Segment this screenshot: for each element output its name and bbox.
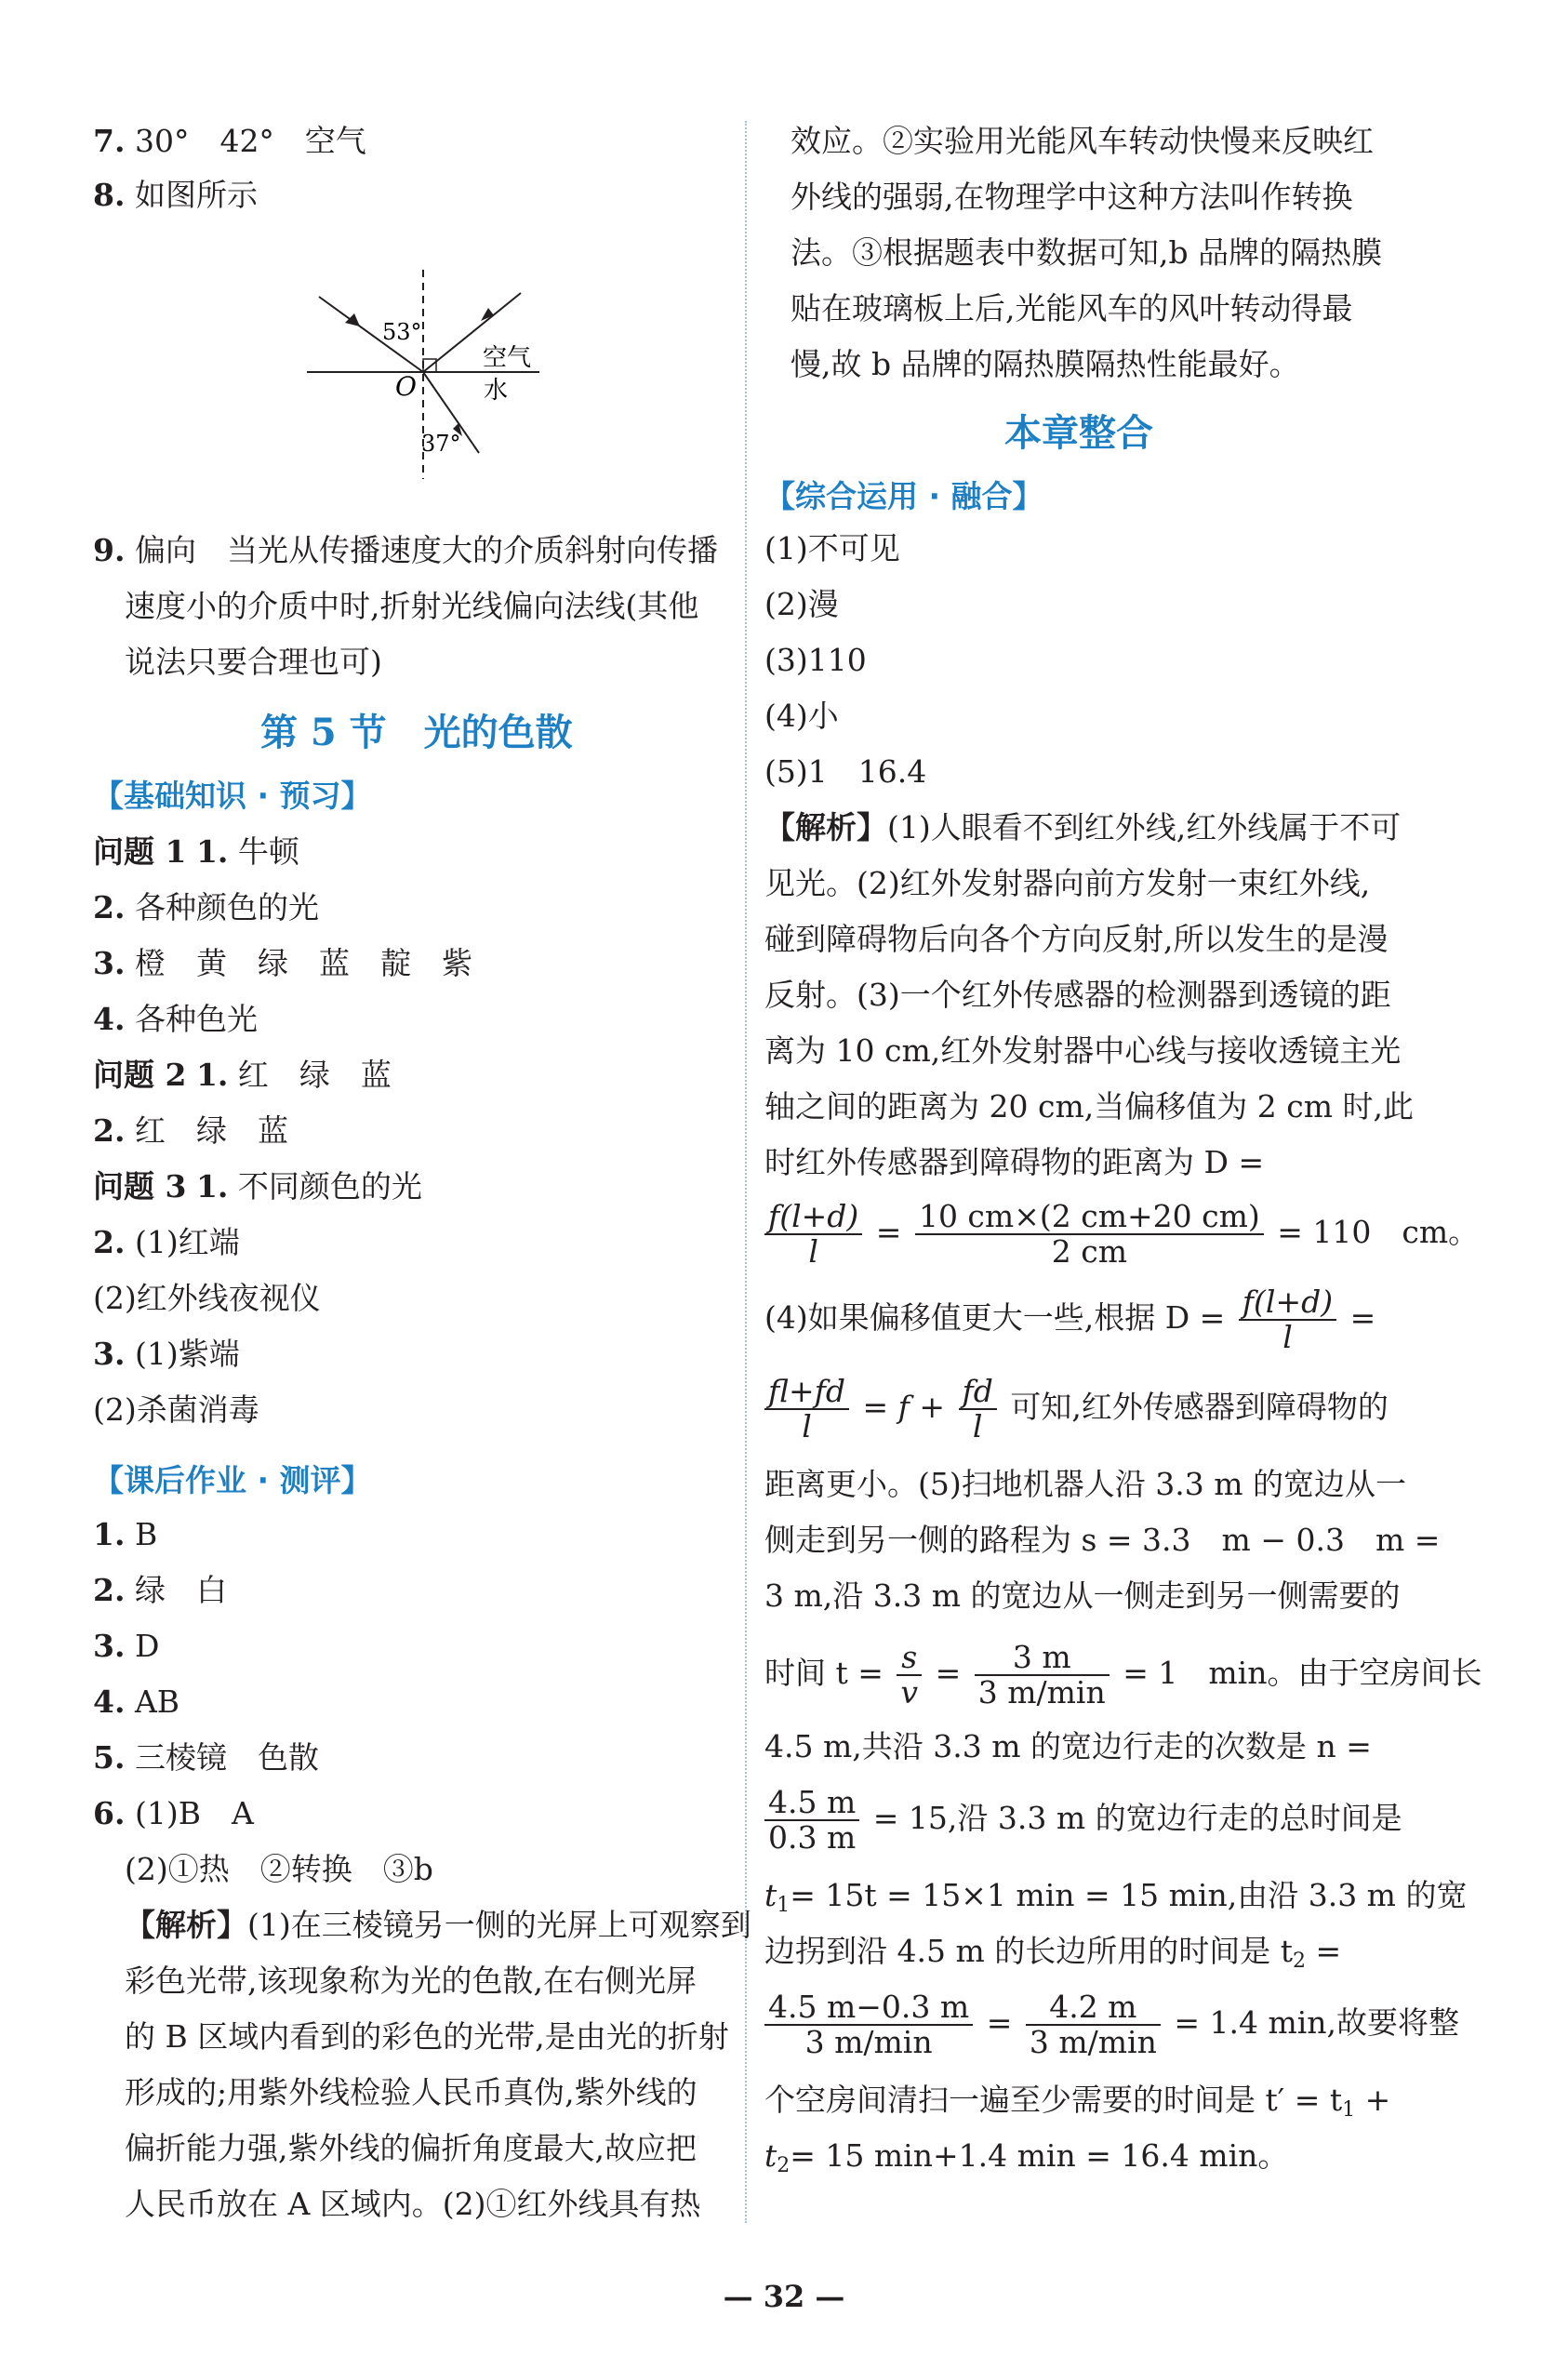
analysis-line: 反射。(3)一个红外传感器的检测器到透镜的距 — [764, 977, 1391, 1013]
hw-item: 4. AB — [93, 1684, 180, 1720]
list-item: (2)红外线夜视仪 — [93, 1280, 321, 1316]
analysis-line: 碰到障碍物后向各个方向反射,所以发生的是漫 — [764, 921, 1389, 957]
tag-homework: 【课后作业 · 测评】 — [93, 1462, 372, 1498]
hw-item: 5. 三棱镜 色散 — [93, 1739, 319, 1776]
angle-top-label: 53° — [382, 319, 422, 345]
analysis-line: 形成的;用紫外线检验人民币真伪,紫外线的 — [125, 2074, 698, 2110]
list-item: 3. (1)紫端 — [93, 1336, 240, 1372]
analysis-line: 轴之间的距离为 20 cm,当偏移值为 2 cm 时,此 — [764, 1088, 1414, 1125]
equation-distance: $\frac{f(l+d)}{l}$ = $\frac{10 cm\times(2 cm+20 cm)}{2 cm}$ = 110 cm。 — [761, 1200, 1479, 1269]
analysis-line: 见光。(2)红外发射器向前方发射一束红外线, — [764, 865, 1371, 901]
chapter-summary-title: 本章整合 — [1004, 411, 1153, 455]
analysis-line: 距离更小。(5)扫地机器人沿 3.3 m 的宽边从一 — [764, 1466, 1406, 1502]
analysis-line: 人民币放在 A 区域内。(2)①红外线具有热 — [125, 2186, 701, 2222]
continued-line: 外线的强弱,在物理学中这种方法叫作转换 — [791, 179, 1353, 215]
air-label: 空气 — [483, 344, 532, 372]
summary-answer: (3)110 — [764, 642, 867, 678]
equation-expand: $\frac{fl+fd}{l}$ = f + $\frac{fd}{l}$ 可知,红外传感器到障碍物的 — [761, 1375, 1389, 1444]
summary-answer: (4)小 — [764, 698, 839, 734]
summary-answer: (5)1 16.4 — [764, 753, 927, 790]
answer-9-line1: 9. 偏向 当光从传播速度大的介质斜射向传播 — [93, 532, 718, 568]
list-item: 问题 3 1. 不同颜色的光 — [93, 1168, 422, 1204]
hw-item: 1. B — [93, 1516, 158, 1552]
answer-9-line2: 速度小的介质中时,折射光线偏向法线(其他 — [125, 588, 699, 624]
analysis-line: 的 B 区域内看到的彩色的光带,是由光的折射 — [125, 2018, 729, 2055]
analysis-line: 偏折能力强,紫外线的偏折角度最大,故应把 — [125, 2130, 697, 2166]
analysis-line: 个空房间清扫一遍至少需要的时间是 $t' = t_1$ + — [764, 2082, 1391, 2122]
equation-offset: (4)如果偏移值更大一些,根据 D = $\frac{f(l+d)}{l}$ = — [764, 1284, 1376, 1355]
origin-label: O — [395, 371, 417, 402]
list-item: 2. 各种颜色的光 — [93, 889, 319, 925]
refraction-diagram — [302, 265, 572, 488]
list-item: 2. (1)红端 — [93, 1224, 240, 1260]
summary-answer: (2)漫 — [764, 586, 839, 622]
equation-turn-time: $\frac{4.5 m-0.3 m}{3 m/\min}$ = $\frac{4.2 m}{3 m/\min}$ = 1.4 min,故要将整 — [761, 1990, 1459, 2059]
list-item: 问题 1 1. 牛顿 — [93, 833, 299, 870]
equation-time: 时间 t = $\frac{s}{v}$ = $\frac{3 m}{3 m/\min}$ = 1 min。由于空房间长 — [764, 1639, 1482, 1710]
answer-9-line3: 说法只要合理也可) — [125, 644, 382, 680]
analysis-line: 彩色光带,该现象称为光的色散,在右侧光屏 — [125, 1963, 697, 1999]
answer-7: 7. 30° 42° 空气 — [93, 123, 366, 159]
analysis-line: 时红外传感器到障碍物的距离为 D = — [764, 1144, 1265, 1180]
hw-item: 3. D — [93, 1628, 160, 1664]
list-item: 2. 红 绿 蓝 — [93, 1112, 288, 1149]
equation-count: $\frac{4.5 m}{0.3 m}$ = 15,沿 3.3 m 的宽边行走的总时间是 — [761, 1786, 1402, 1855]
analysis-line: 侧走到另一侧的路程为 s = 3.3 m − 0.3 m = — [764, 1522, 1441, 1558]
list-item: 问题 2 1. 红 绿 蓝 — [93, 1057, 392, 1093]
continued-line: 慢,故 b 品牌的隔热膜隔热性能最好。 — [791, 346, 1300, 382]
analysis-line: 边拐到沿 4.5 m 的长边所用的时间是 $t_2$ = — [764, 1933, 1342, 1973]
hw-item: 6. (1)B A — [93, 1795, 254, 1831]
continued-line: 法。③根据题表中数据可知,b 品牌的隔热膜 — [791, 234, 1383, 271]
section-title-5: 第 5 节 光的色散 — [260, 711, 573, 754]
summary-answer: (1)不可见 — [764, 530, 900, 566]
analysis-line: $t_1= 15t = 15\times 1$ min = 15 min,由沿 3.3 m 的宽 — [764, 1877, 1468, 1917]
analysis-line: 4.5 m,共沿 3.3 m 的宽边行走的次数是 n = — [764, 1728, 1372, 1764]
continued-line: 贴在玻璃板上后,光能风车的风叶转动得最 — [791, 290, 1353, 326]
continued-line: 效应。②实验用光能风车转动快慢来反映红 — [791, 123, 1374, 159]
hw-item: (2)①热 ②转换 ③b — [125, 1851, 433, 1887]
hw-item: 2. 绿 白 — [93, 1572, 227, 1608]
tag-comprehensive: 【综合运用 · 融合】 — [764, 478, 1043, 514]
tag-basic-knowledge: 【基础知识 · 预习】 — [93, 778, 372, 814]
list-item: (2)杀菌消毒 — [93, 1391, 259, 1428]
list-item: 4. 各种色光 — [93, 1001, 258, 1037]
angle-bottom-label: 37° — [421, 431, 461, 457]
list-item: 3. 橙 黄 绿 蓝 靛 紫 — [93, 945, 472, 981]
analysis-line: 3 m,沿 3.3 m 的宽边从一侧走到另一侧需要的 — [764, 1577, 1401, 1614]
answer-8: 8. 如图所示 — [93, 177, 258, 213]
water-label: 水 — [484, 377, 509, 405]
page-number: — 32 — — [723, 2279, 845, 2314]
analysis-line: $t_2= 15$ min+1.4 min = 16.4 min。 — [764, 2137, 1289, 2177]
analysis-line: 【解析】(1)人眼看不到红外线,红外线属于不可 — [764, 809, 1402, 845]
analysis-line: 【解析】(1)在三棱镜另一侧的光屏上可观察到 — [125, 1907, 751, 1943]
analysis-line: 离为 10 cm,红外发射器中心线与接收透镜主光 — [764, 1032, 1402, 1069]
